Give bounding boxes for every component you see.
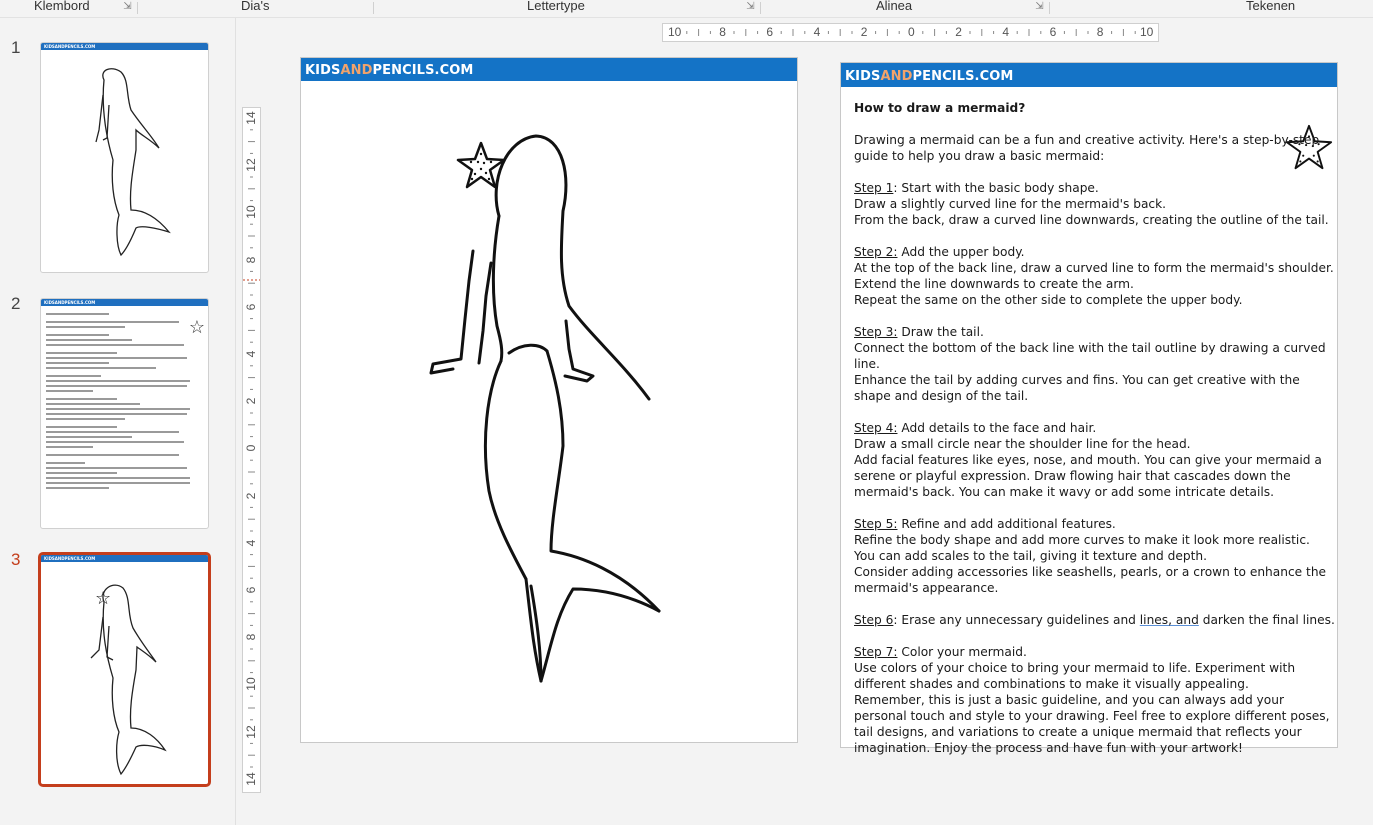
logo-and: AND [340,63,373,78]
step-6-text: : Erase any unnecessary guidelines and [893,613,1140,627]
kidsandpencils-logo-banner [301,58,797,81]
slide-thumbnail-2[interactable] [40,298,209,529]
ruler-label: 2 [860,25,868,39]
step-label: Step 1 [854,181,894,195]
step-2 [854,244,1336,308]
step-heading: Add details to the face and hair. [901,421,1097,435]
steps-list [854,180,1336,596]
ruler-label: 14 [244,772,258,786]
step-6-text-end: darken the final lines. [1198,613,1335,627]
font-launcher-icon[interactable]: ⇲ [746,1,755,12]
slide-number: 2 [11,294,21,313]
logo-rest: PENCILS.COM [912,69,1014,84]
step-label: Step 3: [854,325,898,339]
step-5 [854,516,1336,596]
ribbon-group-draw: Tekenen [1246,0,1296,13]
ruler-label: 6 [244,586,258,594]
slide-thumbnail-pane[interactable] [0,18,236,825]
logo-rest: PENCILS.COM [372,63,474,78]
step-body: Refine the body shape and add more curves to make it look more realistic. You can add scales to the tail, giving it texture and depth. Consider adding accessories like seashells, pearls, or a crown to enhance the mermaid's appearance. [854,533,1327,595]
clipboard-launcher-icon[interactable]: ⇲ [123,1,132,12]
ribbon-group-bar [0,0,1373,18]
step-heading: Start with the basic body shape. [901,181,1099,195]
step-body: Draw a small circle near the shoulder line for the head. Add facial features like eyes, nose, and mouth. You can give your mermaid a serene or playful expression. Draw flowing hair that cascades down the mermaid's back. You can make it wavy or add some intricate details. [854,437,1322,499]
ruler-label: 8 [1096,25,1104,39]
intro-paragraph: Drawing a mermaid can be a fun and creative activity. Here's a step-by-step guide to help you draw a basic mermaid: [854,133,1320,163]
logo-kids: KIDS [305,63,341,78]
step-body: At the top of the back line, draw a curved line to form the mermaid's shoulder. Extend the line downwards to create the arm. Repeat the same on the other side to complete the upper body. [854,261,1334,307]
logo-and: AND [880,69,913,84]
slide-instructions-page[interactable] [840,62,1338,755]
slide-number-active: 3 [11,550,21,569]
ribbon-separator [137,2,138,14]
spellcheck-underlined-text[interactable]: lines, and [1139,613,1199,627]
ruler-label: 12 [244,724,258,739]
ribbon-separator [760,2,761,14]
ribbon-group-paragraph: Alinea [876,0,913,13]
ruler-label: 14 [244,111,258,125]
step-heading: Draw the tail. [901,325,984,339]
ruler-label: 10 [1140,25,1154,39]
ribbon-group-clipboard: Klembord [34,0,90,13]
ribbon-separator [373,2,374,14]
step-7 [854,644,1336,756]
step-label: Step 4: [854,421,898,435]
thumbnail-logo: KIDSANDPENCILS.COM [41,299,208,306]
ruler-label: 8 [244,633,258,641]
ruler-label: 2 [244,492,258,499]
slide-drawing-page[interactable] [300,57,798,743]
ruler-label: 6 [766,25,774,39]
ruler-label: 4 [813,25,821,39]
paragraph-launcher-icon[interactable]: ⇲ [1035,1,1044,12]
ruler-label: 6 [1049,25,1057,39]
svg-text:☆: ☆ [95,588,112,609]
ruler-label: 6 [244,303,258,311]
step-label: Step 6 [854,613,894,627]
mermaid-sketch-thumbnail [41,562,208,784]
step-1 [854,180,1336,228]
ruler-label: 4 [244,539,258,547]
starfish-icon: ☆ [188,317,205,337]
slide-number: 1 [11,38,21,57]
ruler-label: 0 [908,25,915,39]
vertical-ruler[interactable] [242,107,261,793]
ruler-label: 0 [244,445,258,452]
ruler-label: 8 [719,25,726,39]
kidsandpencils-logo-banner [841,63,1337,87]
step-label: Step 2: [854,245,898,259]
horizontal-ruler[interactable] [662,23,1159,42]
ribbon-group-font: Lettertype [527,0,585,13]
ruler-label: 10 [244,677,258,692]
logo-kids: KIDS [845,69,881,84]
step-3 [854,324,1336,404]
mermaid-sketch-thumbnail [41,50,208,272]
step-heading: Add the upper body. [901,245,1025,259]
thumbnail-logo: KIDSANDPENCILS.COM [41,555,208,562]
ribbon-group-slides: Dia's [241,0,270,13]
slide-thumbnail-3-selected[interactable] [38,552,211,787]
step-6 [854,612,1336,628]
step-label: Step 5: [854,517,898,531]
step-label: Step 7: [854,645,898,659]
ruler-label: 10 [244,205,258,220]
mermaid-drawing [301,81,797,741]
step-body: Connect the bottom of the back line with the tail outline by drawing a curved line. Enhance the tail by adding curves and fins. You can get creative with the shape and design of the tail. [854,341,1326,403]
ruler-label: 4 [1002,25,1010,39]
ribbon-separator [1049,2,1050,14]
step-heading: Refine and add additional features. [901,517,1116,531]
ruler-label: 12 [244,158,258,172]
ruler-label: 4 [244,350,258,358]
step-4 [854,420,1336,500]
step-7-body: Use colors of your choice to bring your mermaid to life. Experiment with different shades and combinations to make it visually appealing. Remember, this is just a basic guideline, and you can always add your personal touch and style to your drawing. Feel free to explore different poses, tail designs, and variations to create a unique mermaid that reflects your imagination. Enjoy the process and have fun with your artwork! [854,661,1330,755]
slide-thumbnail-1[interactable] [40,42,209,273]
thumbnail-text-lines [46,313,203,492]
ruler-label: 10 [668,25,682,39]
ruler-label: 2 [244,397,258,405]
page-title: How to draw a mermaid? [854,101,1026,115]
step-body: Draw a slightly curved line for the mermaid's back. From the back, draw a curved line downwards, creating the outline of the tail. [854,197,1329,227]
ruler-label: 2 [955,25,962,39]
step-7-heading: Color your mermaid. [897,645,1027,659]
thumbnail-logo: KIDSANDPENCILS.COM [41,43,208,50]
ruler-label: 8 [244,256,258,263]
step-separator: : [893,181,902,195]
instructions-text-box[interactable] [854,100,1336,772]
